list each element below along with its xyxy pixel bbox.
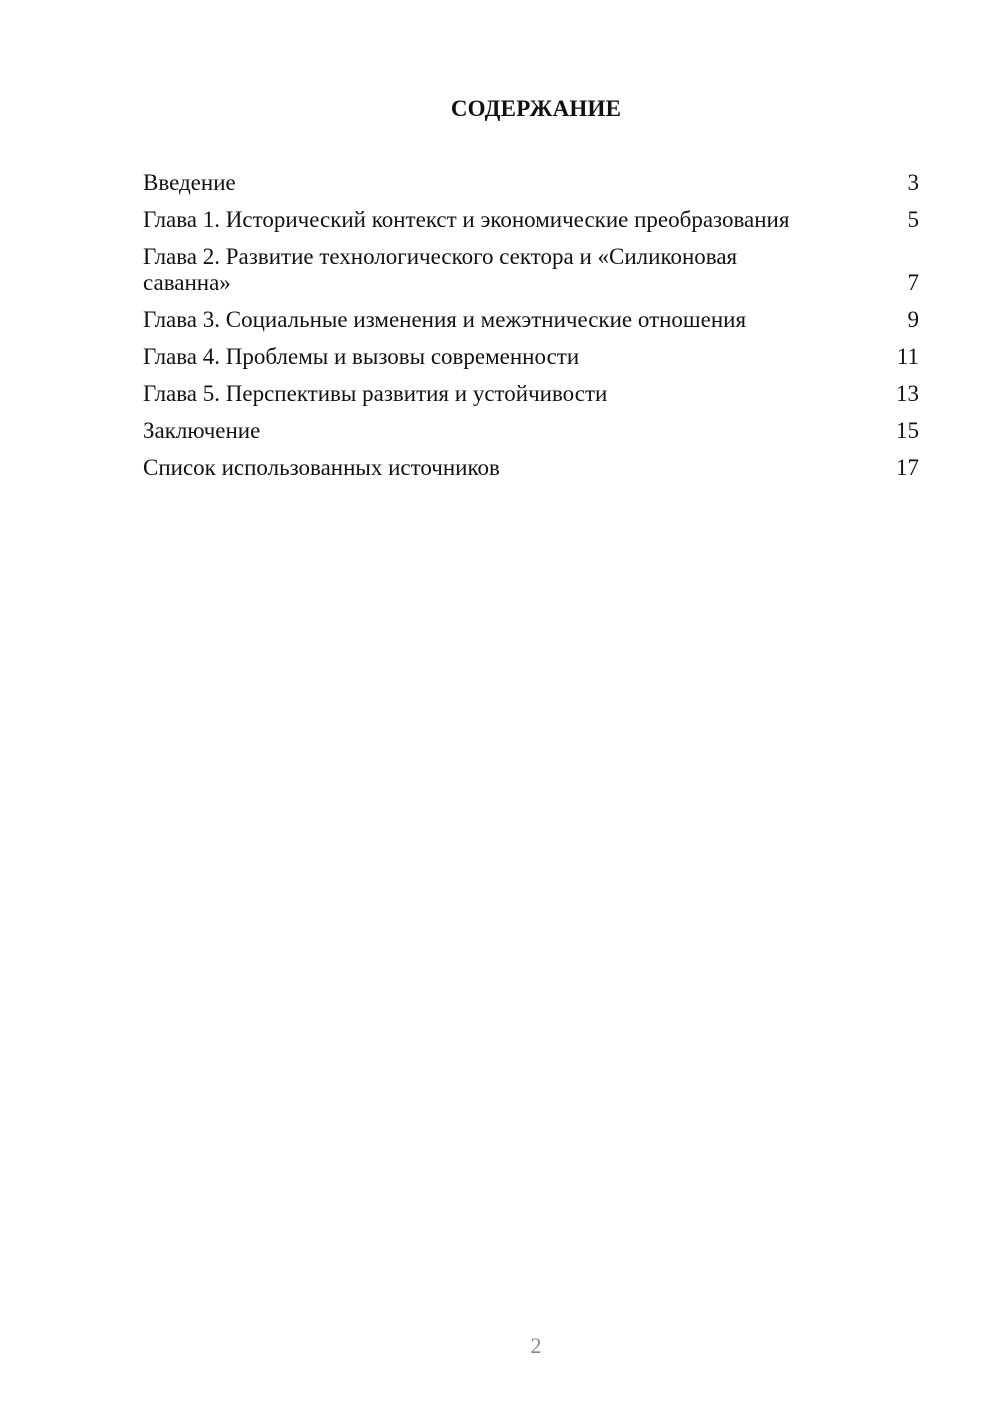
toc-entry-chapter-2[interactable] [143, 244, 919, 296]
toc-entry-page: 7 [907, 270, 919, 295]
toc-entry-page: 11 [896, 344, 919, 369]
toc-entry-label: Глава 1. Исторический контекст и экономические преобразования [143, 207, 790, 232]
toc-entry-chapter-1[interactable] [143, 207, 919, 233]
toc-entry-page: 9 [907, 307, 919, 332]
toc-entry-label: Список использованных источников [143, 455, 500, 480]
toc-entry-page: 5 [907, 207, 919, 232]
toc-entry-page: 15 [896, 418, 919, 443]
toc-entry-page: 3 [907, 170, 919, 195]
toc-entry-page: 17 [896, 455, 919, 480]
toc-entry-conclusion[interactable] [143, 418, 919, 444]
toc-entry-references[interactable] [143, 455, 919, 481]
page-number: 2 [530, 1333, 542, 1358]
toc-title: СОДЕРЖАНИЕ [450, 96, 622, 121]
toc-entry-chapter-4[interactable] [143, 344, 919, 370]
toc-entry-chapter-3[interactable] [143, 307, 919, 333]
toc-entry-label: Глава 3. Социальные изменения и межэтнические отношения [143, 307, 747, 332]
toc-entry-label: Глава 2. Развитие технологического сектора и «Силиконовая саванна» [143, 244, 738, 295]
toc-entry-label: Глава 4. Проблемы и вызовы современности [143, 344, 580, 369]
toc-entry-introduction[interactable] [143, 170, 919, 196]
toc-entry-label: Глава 5. Перспективы развития и устойчивости [143, 381, 608, 406]
toc-list [143, 170, 919, 492]
toc-entry-label: Заключение [143, 418, 261, 443]
toc-entry-page: 13 [896, 381, 919, 406]
toc-entry-chapter-5[interactable] [143, 381, 919, 407]
toc-entry-label: Введение [143, 170, 236, 195]
